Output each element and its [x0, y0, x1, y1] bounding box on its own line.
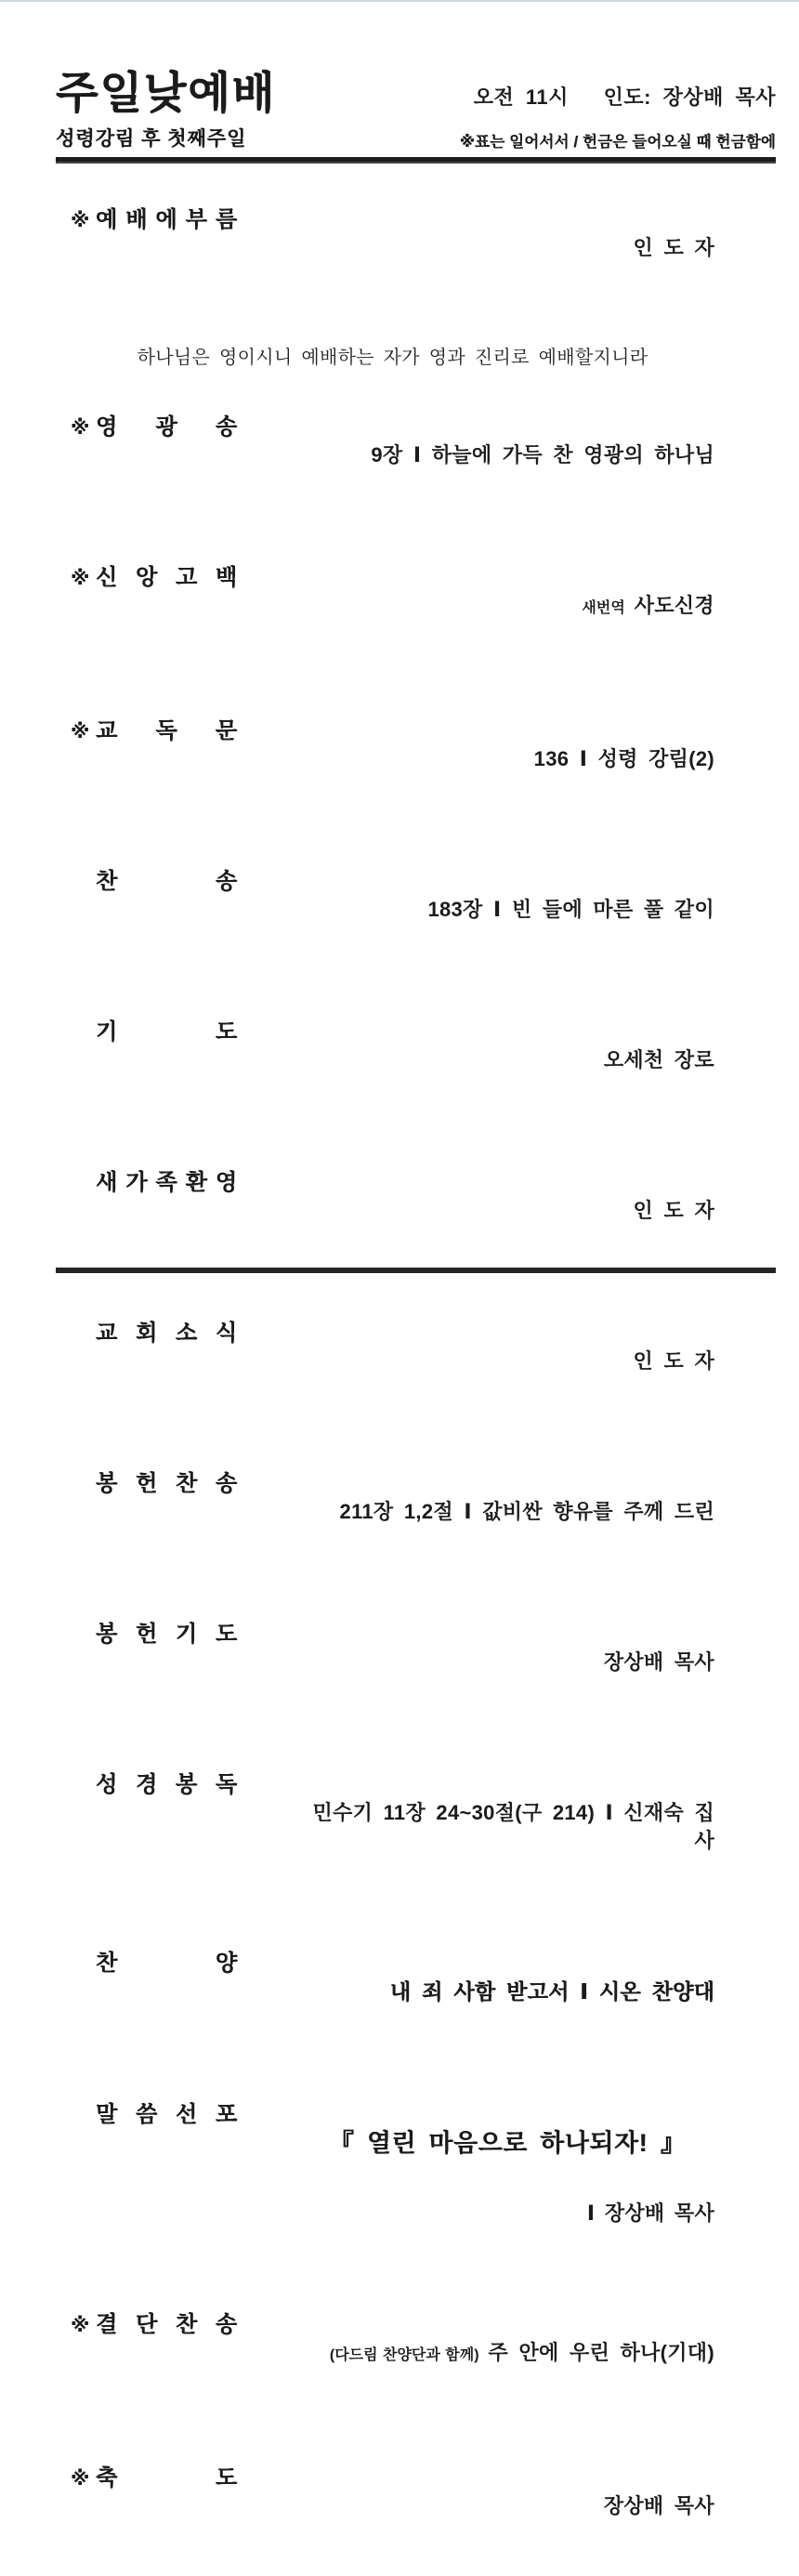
row-label: 봉 헌 기 도	[96, 1622, 237, 1647]
row-value-main: 장상배 목사	[603, 2494, 714, 2517]
row-label: 봉 헌 찬 송	[96, 1471, 237, 1496]
row-label: 새 가 족 환 영	[96, 1170, 237, 1195]
order-row	[71, 2101, 714, 2283]
standing-marker	[71, 2101, 96, 2104]
standing-marker: ※	[71, 568, 90, 589]
standing-marker	[71, 868, 96, 871]
order-row	[71, 1169, 714, 1281]
row-value-main: 211장 1,2절 Ⅰ 값비싼 향유를 주께 드린	[339, 1500, 714, 1523]
order-row	[71, 2311, 714, 2425]
header-divider-rule	[56, 157, 776, 164]
row-label: 찬 송	[96, 869, 237, 894]
row-value-main: 『 열린 마음으로 하나되자! 』	[329, 2129, 687, 2157]
order-row	[71, 1950, 714, 2062]
row-value-prefix: 새번역	[582, 600, 625, 616]
order-of-worship	[56, 164, 776, 2576]
order-row	[71, 868, 714, 979]
standing-marker: ※	[71, 417, 90, 439]
scan-edge-artifact	[0, 0, 799, 2]
row-label: 교 회 소 식	[96, 1321, 237, 1346]
row-value-main: 183장 Ⅰ 빈 들에 마른 풀 같이	[427, 898, 714, 921]
row-value-main: 9장 Ⅰ 하늘에 가득 찬 영광의 하나님	[371, 443, 714, 467]
standing-marker	[71, 1019, 96, 1021]
row-value	[237, 1621, 714, 1732]
order-row	[71, 1320, 714, 1431]
order-row	[71, 414, 714, 525]
call-to-worship-verse: 하나님은 영이시니 예배하는 자가 영과 진리로 예배할지니라	[137, 348, 648, 368]
row-label: 찬 양	[96, 1951, 237, 1976]
standing-marker	[71, 1470, 96, 1473]
row-value	[237, 2101, 714, 2283]
row-value-main: 인 도 자	[633, 236, 714, 259]
bulletin-header	[56, 0, 776, 164]
row-label: 성 경 봉 독	[96, 1772, 237, 1797]
row-value	[237, 2464, 714, 2576]
row-value	[237, 1950, 714, 2062]
row-value	[237, 1169, 714, 1281]
row-value-main: 인 도 자	[633, 1199, 714, 1222]
standing-marker	[71, 1950, 96, 1952]
row-value-main: 사도신경	[634, 594, 714, 617]
standing-marker	[71, 1320, 96, 1322]
row-value-main: 장상배 목사	[603, 1650, 714, 1674]
standing-marker: ※	[71, 721, 90, 743]
order-row	[71, 206, 714, 318]
order-row	[71, 1771, 714, 1911]
standing-marker: ※	[71, 210, 90, 231]
row-label: 축 도	[96, 2465, 237, 2491]
order-row	[71, 717, 714, 829]
row-value-main: 136 Ⅰ 성령 강림(2)	[533, 747, 714, 770]
row-value-main: 주 안에 우린 하나(기대)	[488, 2341, 714, 2364]
service-time-and-leader: 오전 11시 인도: 장상배 목사	[473, 85, 776, 109]
row-value	[237, 1470, 714, 1582]
row-value	[237, 717, 714, 829]
standing-marker: ※	[71, 2315, 90, 2336]
row-value-main: 내 죄 사함 받고서 Ⅰ 시온 찬양대	[389, 1979, 714, 2004]
row-value-second-line: Ⅰ 장상배 목사	[586, 2201, 714, 2225]
row-label: 기 도	[96, 1019, 237, 1045]
row-label: 예 배 에 부 름	[96, 207, 237, 232]
order-row	[71, 1019, 714, 1130]
row-label: 영 광 송	[96, 414, 237, 440]
row-value	[237, 414, 714, 525]
footer-rule	[56, 1268, 776, 1273]
standing-marker	[71, 1771, 96, 1774]
row-label: 말 씀 선 포	[96, 2102, 237, 2127]
order-row	[71, 1470, 714, 1582]
row-value-prefix: (다드림 찬양단과 함께)	[329, 2347, 479, 2363]
standing-offering-note: ※표는 일어서서 / 헌금은 들어오실 때 헌금함에	[459, 134, 776, 151]
row-value	[237, 868, 714, 979]
row-label: 신 앙 고 백	[96, 565, 237, 590]
order-row	[71, 1621, 714, 1732]
row-value	[237, 1019, 714, 1130]
standing-marker	[71, 1169, 96, 1172]
row-value-main: 인 도 자	[633, 1349, 714, 1373]
service-title: 주일낮예배	[56, 68, 277, 117]
standing-marker: ※	[71, 2468, 90, 2490]
row-value	[237, 1771, 714, 1911]
row-value-main: 민수기 11장 24~30절(구 214) Ⅰ 신재숙 집사	[312, 1801, 714, 1852]
row-value	[237, 1320, 714, 1431]
liturgical-date: 성령강림 후 첫째주일	[56, 128, 247, 150]
row-label: 교 독 문	[96, 718, 237, 743]
order-row	[71, 2464, 714, 2576]
row-label: 결 단 찬 송	[96, 2312, 237, 2337]
standing-marker	[71, 1621, 96, 1623]
order-row	[71, 564, 714, 678]
row-value	[237, 206, 714, 318]
row-value	[237, 564, 714, 678]
row-value	[237, 2311, 714, 2425]
row-value-main: 오세천 장로	[603, 1048, 714, 1071]
